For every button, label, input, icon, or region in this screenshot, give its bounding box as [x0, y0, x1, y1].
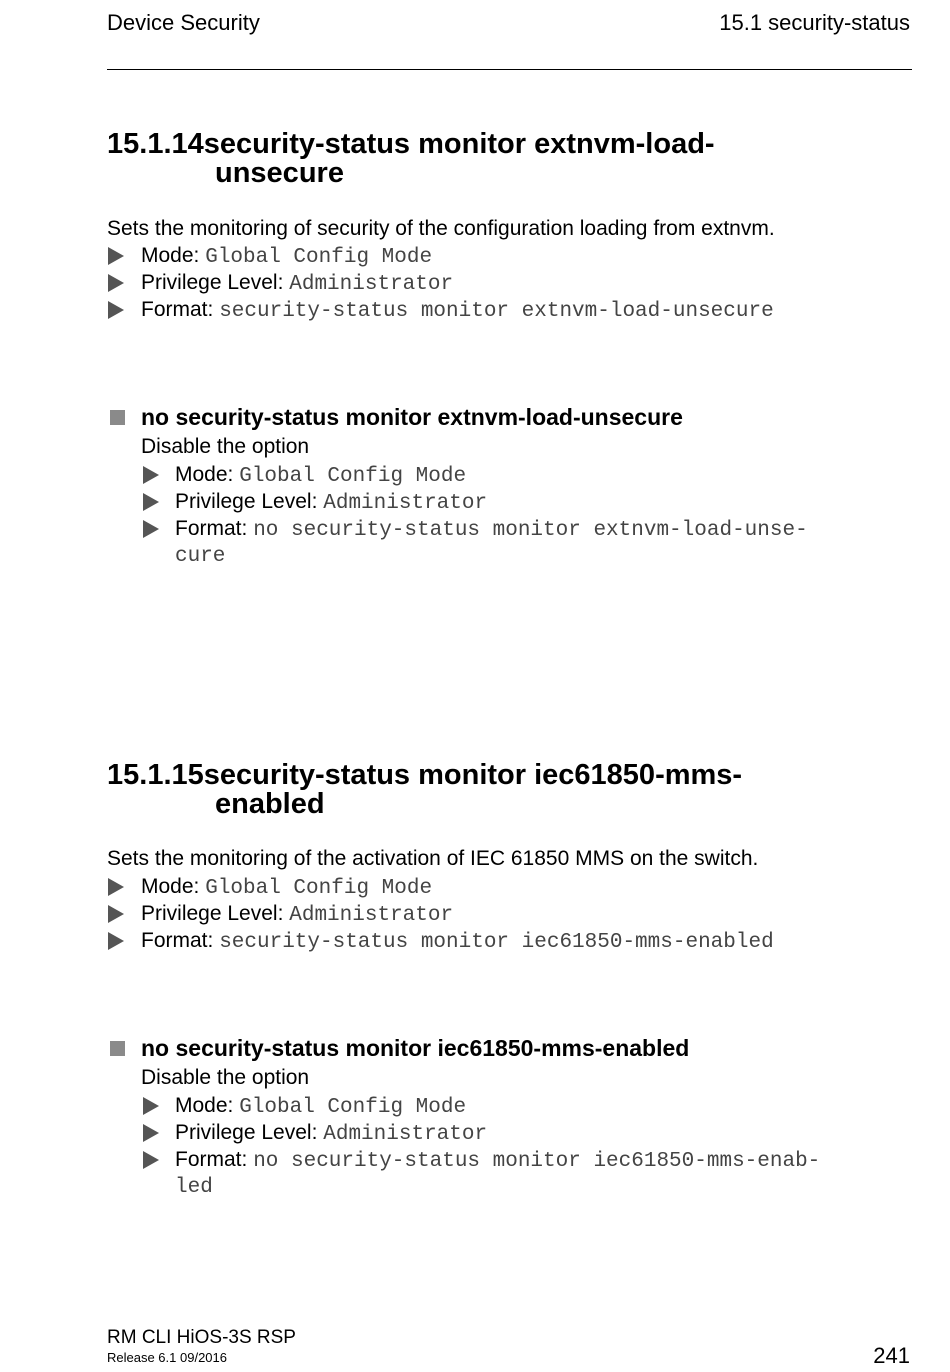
mode-item: [175, 1092, 466, 1121]
item-value: Administrator: [323, 492, 488, 515]
item-value: security-status monitor iec61850-mms-enabled: [219, 931, 774, 954]
no-form-heading: no security-status monitor extnvm-load-unsecure: [141, 404, 683, 430]
page-number: 241: [873, 1343, 910, 1368]
mode-item: [175, 461, 466, 490]
format-item: [141, 927, 774, 956]
format-value-continuation: cure: [175, 545, 226, 568]
item-value: Global Config Mode: [205, 877, 433, 900]
privilege-item: [175, 1119, 487, 1148]
item-label: Privilege Level:: [175, 1121, 318, 1144]
section-title-line1: security-status monitor extnvm-load-: [203, 128, 715, 160]
footer-product: RM CLI HiOS-3S RSP: [107, 1327, 296, 1348]
triangle-bullet-icon: [108, 905, 124, 923]
triangle-bullet-icon: [143, 493, 159, 511]
section-title-line2: unsecure: [215, 157, 344, 189]
header-divider: [107, 69, 912, 70]
item-value: Global Config Mode: [205, 246, 433, 269]
item-value: Global Config Mode: [239, 1096, 467, 1119]
triangle-bullet-icon: [108, 932, 124, 950]
mode-item: [141, 873, 432, 902]
triangle-bullet-icon: [108, 301, 124, 319]
item-label: Format:: [175, 517, 248, 540]
privilege-item: [141, 269, 453, 298]
section-title-15-1-15: [107, 761, 912, 819]
triangle-bullet-icon: [143, 1097, 159, 1115]
triangle-bullet-icon: [108, 274, 124, 292]
footer-release: Release 6.1 09/2016: [107, 1350, 227, 1365]
item-value: no security-status monitor iec61850-mms-enab-: [253, 1150, 821, 1173]
no-form-heading: no security-status monitor iec61850-mms-enabled: [141, 1035, 690, 1061]
section-title-line2: enabled: [215, 788, 325, 820]
item-label: Mode:: [175, 1094, 234, 1117]
privilege-item: [175, 488, 487, 517]
privilege-item: [141, 900, 453, 929]
item-value: no security-status monitor extnvm-load-unse-: [253, 519, 808, 542]
running-header-left: Device Security: [107, 10, 260, 35]
triangle-bullet-icon: [108, 247, 124, 265]
item-label: Format:: [175, 1148, 248, 1171]
section-description: Sets the monitoring of security of the configuration loading from extnvm.: [107, 217, 775, 240]
item-value: Administrator: [289, 273, 454, 296]
section-number: 15.1.15: [107, 759, 204, 791]
format-item: [175, 1146, 820, 1175]
triangle-bullet-icon: [143, 520, 159, 538]
triangle-bullet-icon: [108, 878, 124, 896]
section-title-line1: security-status monitor iec61850-mms-: [203, 759, 743, 791]
section-title-15-1-14: [107, 130, 912, 188]
format-item: [175, 515, 808, 544]
item-value: security-status monitor extnvm-load-unsecure: [219, 300, 774, 323]
item-label: Format:: [141, 929, 214, 952]
no-form-description: Disable the option: [141, 1066, 310, 1089]
item-value: Global Config Mode: [239, 465, 467, 488]
item-value: Administrator: [289, 904, 454, 927]
item-label: Mode:: [141, 244, 200, 267]
item-label: Privilege Level:: [141, 902, 284, 925]
triangle-bullet-icon: [143, 466, 159, 484]
format-item: [141, 296, 774, 325]
triangle-bullet-icon: [143, 1151, 159, 1169]
square-bullet-icon: [110, 1041, 125, 1056]
item-label: Privilege Level:: [175, 490, 318, 513]
item-label: Mode:: [175, 463, 234, 486]
triangle-bullet-icon: [143, 1124, 159, 1142]
square-bullet-icon: [110, 410, 125, 425]
mode-item: [141, 242, 432, 271]
running-header-right: 15.1 security-status: [719, 10, 910, 35]
item-value: Administrator: [323, 1123, 488, 1146]
item-label: Mode:: [141, 875, 200, 898]
no-form-description: Disable the option: [141, 435, 310, 458]
item-label: Privilege Level:: [141, 271, 284, 294]
section-number: 15.1.14: [107, 128, 204, 160]
section-description: Sets the monitoring of the activation of IEC 61850 MMS on the switch.: [107, 847, 759, 870]
format-value-continuation: led: [175, 1176, 213, 1199]
item-label: Format:: [141, 298, 214, 321]
